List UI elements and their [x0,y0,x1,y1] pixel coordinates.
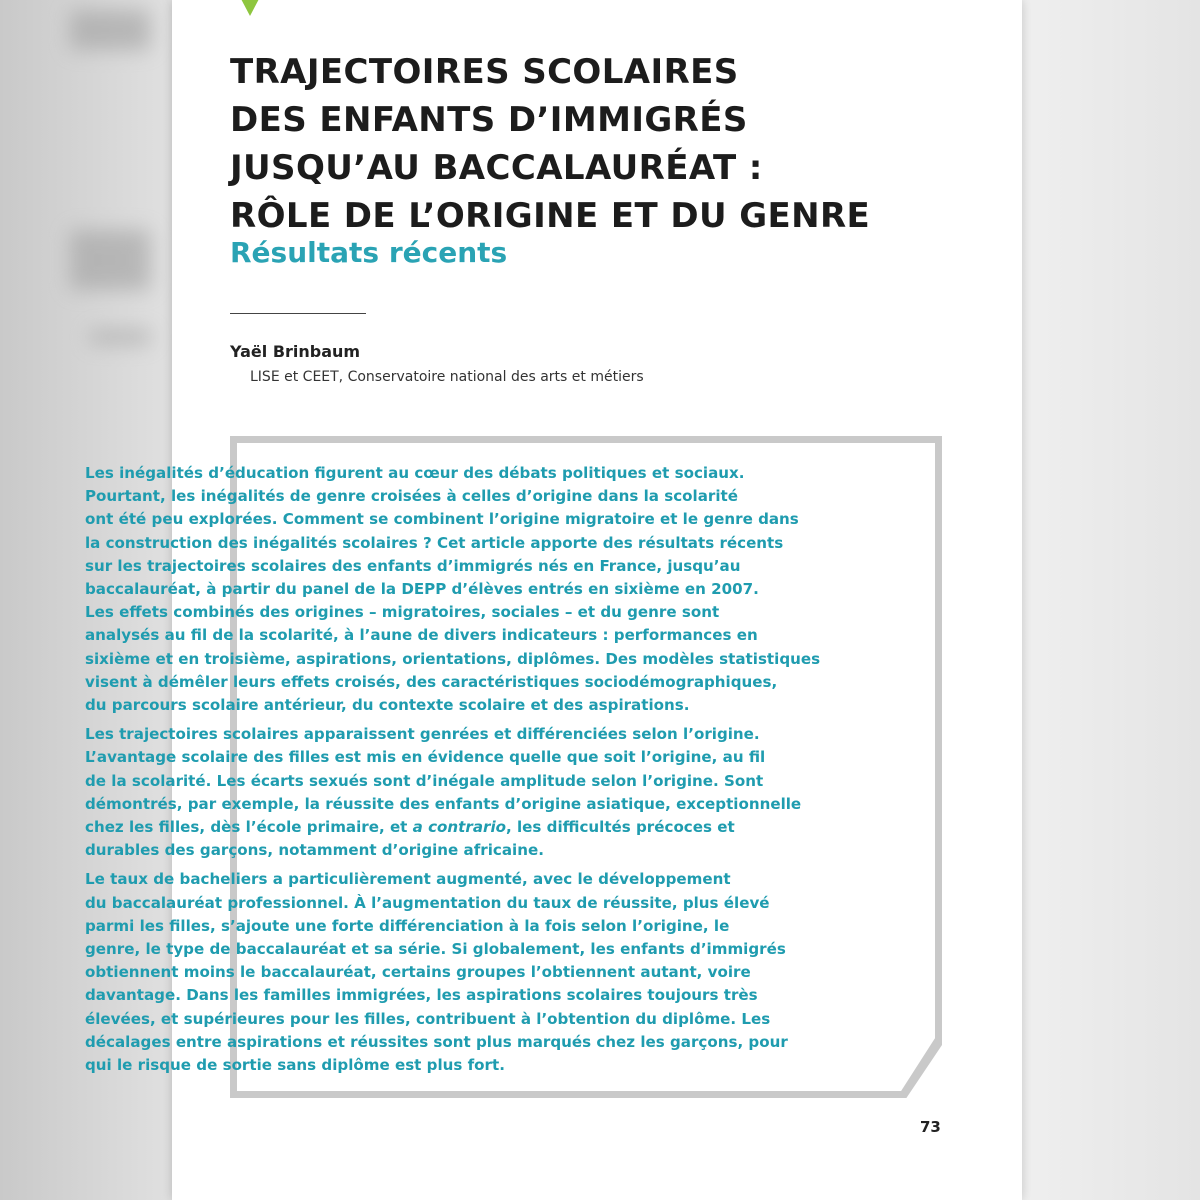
abstract-line: ont été peu explorées. Comment se combinent l’origine migratoire et le genre dans [85,510,799,529]
title-line: JUSQU’AU BACCALAURÉAT : [230,148,763,188]
abstract-line: davantage. Dans les familles immigrées, les aspirations scolaires toujours très [85,986,758,1005]
blurred-shape [70,10,150,50]
abstract-line: démontrés, par exemple, la réussite des enfants d’origine asiatique, exceptionnelle [85,794,802,813]
title-line: DES ENFANTS D’IMMIGRÉS [230,100,748,140]
author-affiliation: LISE et CEET, Conservatoire national des arts et métiers [250,369,644,385]
text-run: chez les filles, dès l’école primaire, et [85,818,413,837]
abstract-line: Les inégalités d’éducation figurent au cœur des débats politiques et sociaux. [85,464,745,482]
abstract-line: élevées, et supérieures pour les filles, contribuent à l’obtention du diplôme. Les [85,1009,771,1028]
abstract-line: parmi les filles, s’ajoute une forte différenciation à la fois selon l’origine, le [85,916,730,935]
abstract-paragraph-2 [85,723,802,862]
abstract-paragraph-3 [85,868,788,1077]
author-name: Yaël Brinbaum [230,342,361,361]
abstract-line: visent à démêler leurs effets croisés, des caractéristiques sociodémographiques, [85,672,778,691]
abstract-line: qui le risque de sortie sans diplôme est plus fort. [85,1056,505,1075]
title-line: TRAJECTOIRES SCOLAIRES [230,52,739,92]
blurred-shape [90,330,150,344]
text-run: , les difficultés précoces et [506,818,735,837]
abstract-line [85,816,757,839]
abstract-line: du baccalauréat professionnel. À l’augmentation du taux de réussite, plus élevé [85,893,770,912]
title-line: RÔLE DE L’ORIGINE ET DU GENRE [230,196,871,236]
abstract-line: Pourtant, les inégalités de genre croisées à celles d’origine dans la scolarité [85,487,738,506]
abstract-line: décalages entre aspirations et réussites sont plus marqués chez les garçons, pour [85,1032,788,1051]
abstract-line: sixième et en troisième, aspirations, orientations, diplômes. Des modèles statistiques [85,649,821,668]
blurred-background-right [1022,0,1200,1200]
green-tab-marker [230,0,270,16]
article-subtitle: Résultats récents [230,236,508,269]
abstract-line: Les trajectoires scolaires apparaissent genrées et différenciées selon l’origine. [85,725,760,744]
abstract-line: du parcours scolaire antérieur, du contexte scolaire et des aspirations. [85,696,690,715]
abstract-line: obtiennent moins le baccalauréat, certains groupes l’obtiennent autant, voire [85,963,751,982]
divider-rule [230,313,366,314]
blurred-shape [70,230,150,290]
abstract-line: sur les trajectoires scolaires des enfants d’immigrés nés en France, jusqu’au [85,556,741,575]
abstract-line: baccalauréat, à partir du panel de la DEPP d’élèves entrés en sixième en 2007. [85,580,759,599]
abstract-line: de la scolarité. Les écarts sexués sont d’inégale amplitude selon l’origine. Sont [85,771,764,790]
article-title [230,48,970,240]
italic-term: a contrario [412,818,506,837]
abstract-line: L’avantage scolaire des filles est mis en évidence quelle que soit l’origine, au fil [85,748,766,767]
abstract-line: Les effets combinés des origines – migratoires, sociales – et du genre sont [85,603,720,622]
page-number: 73 [920,1118,941,1136]
abstract-line: analysés au fil de la scolarité, à l’aune de divers indicateurs : performances en [85,626,758,645]
abstract-line: genre, le type de baccalauréat et sa série. Si globalement, les enfants d’immigrés [85,940,786,959]
abstract-line: Le taux de bacheliers a particulièrement augmenté, avec le développement [85,870,731,889]
abstract-paragraph-1 [85,462,821,717]
abstract-text [85,462,821,1083]
abstract-line: la construction des inégalités scolaires ? Cet article apporte des résultats récents [85,533,784,552]
abstract-line: durables des garçons, notamment d’origine africaine. [85,841,544,860]
